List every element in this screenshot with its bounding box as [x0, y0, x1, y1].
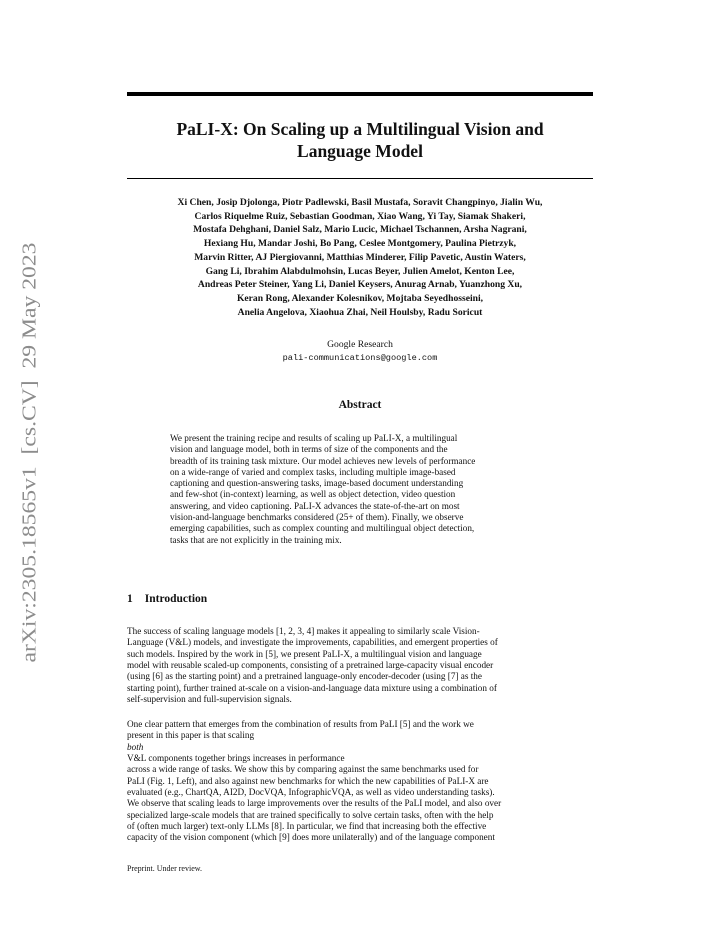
- section-heading-introduction: [127, 593, 207, 605]
- author-line: Carlos Riquelme Ruiz, Sebastian Goodman, Xiao Wang, Yi Tay, Siamak Shakeri,: [194, 210, 526, 222]
- title-top-rule: [127, 92, 593, 96]
- title-line: Language Model: [297, 141, 423, 161]
- paragraph-line: One clear pattern that emerges from the combination of results from PaLI [5] and the work we: [127, 719, 474, 729]
- preprint-footer: Preprint. Under review.: [127, 864, 203, 873]
- arxiv-identifier-stamp: [16, 240, 46, 665]
- author-line: Xi Chen, Josip Djolonga, Piotr Padlewski, Basil Mustafa, Soravit Changpinyo, Jialin Wu,: [177, 197, 543, 208]
- contact-email[interactable]: pali-communications@google.com: [282, 353, 438, 363]
- author-line: Mostafa Dehghani, Daniel Salz, Mario Lucic, Michael Tschannen, Arsha Nagrani,: [193, 224, 527, 236]
- title-line: PaLI-X: On Scaling up a Multilingual Vision and: [176, 119, 544, 139]
- paragraph-text: present in this paper is that scaling: [127, 730, 255, 741]
- author-line: Keran Rong, Alexander Kolesnikov, Mojtaba Seyedhosseini,: [236, 292, 484, 304]
- title-bottom-rule: [127, 178, 593, 179]
- section-number: 1: [127, 593, 133, 605]
- affiliation: Google Research: [327, 339, 393, 350]
- abstract-line: vision-and-language benchmarks considered (25+ of them). Finally, we observe: [170, 512, 464, 523]
- paragraph-line: evaluated (e.g., ChartQA, AI2D, DocVQA, InfographicVQA, as well as video understanding tasks).: [127, 787, 495, 798]
- paragraph-line: [127, 730, 595, 764]
- paragraph-line: (using [6] as the starting point) and a pretrained language-only encoder-decoder (using [7] as the: [127, 671, 482, 682]
- paragraph-line: PaLI (Fig. 1, Left), and also against new benchmarks for which the new capabilities of PaLI-X are: [127, 775, 489, 786]
- abstract-heading: Abstract: [338, 399, 382, 411]
- paragraph-line: self-supervision and full-supervision signals.: [127, 694, 292, 705]
- paper-title: [127, 118, 593, 162]
- author-line: Gang Li, Ibrahim Alabdulmohsin, Lucas Beyer, Julien Amelot, Kenton Lee,: [205, 265, 515, 277]
- paragraph-text: V&L components together brings increases in performance: [127, 753, 345, 764]
- section-title: Introduction: [144, 593, 208, 605]
- author-line: Anelia Angelova, Xiaohua Zhai, Neil Houlsby, Radu Soricut: [237, 306, 483, 318]
- abstract-body: [170, 433, 552, 546]
- author-line: Marvin Ritter, AJ Piergiovanni, Matthias Minderer, Filip Pavetic, Austin Waters,: [194, 251, 526, 263]
- abstract-line: emerging capabilities, such as complex counting and multilingual object detection,: [170, 523, 475, 534]
- paragraph-line: model with reusable scaled-up components, consisting of a pretrained large-capacity visual encoder: [127, 660, 494, 671]
- paragraph-line: The success of scaling language models [1, 2, 3, 4] makes it appealing to similarly scale Vision-: [127, 626, 480, 636]
- abstract-line: breadth of its training task mixture. Our model achieves new levels of performance: [170, 455, 476, 466]
- author-list: [127, 196, 593, 319]
- intro-paragraph-2: [127, 719, 595, 844]
- abstract-line: tasks that are not explicitly in the training mix.: [170, 534, 342, 545]
- paragraph-line: specialized large-scale models that are trained specifically to solve certain tasks, often with the help: [127, 809, 494, 820]
- paragraph-line: across a wide range of tasks. We show this by comparing against the same benchmarks used for: [127, 764, 479, 775]
- paragraph-line: capacity of the vision component (which [9] does more unilaterally) and of the language component: [127, 832, 495, 843]
- abstract-line: We present the training recipe and results of scaling up PaLI-X, a multilingual: [170, 433, 458, 443]
- paragraph-line: We observe that scaling leads to large improvements over the results of the PaLI model, and also over: [127, 798, 502, 809]
- intro-paragraph-1: [127, 626, 595, 705]
- paragraph-line: Language (V&L) models, and investigate the improvements, capabilities, and emergent properties of: [127, 637, 498, 648]
- arxiv-identifier-text: arXiv:2305.18565v1 [cs.CV] 29 May 2023: [18, 298, 41, 663]
- abstract-line: answering, and video captioning. PaLI-X advances the state-of-the-art on most: [170, 500, 460, 511]
- emphasis-text: both: [127, 741, 144, 752]
- paragraph-line: starting point), further trained at-scale on a vision-and-language data mixture using a combination of: [127, 682, 497, 693]
- abstract-line: on a wide-range of varied and complex tasks, including multiple image-based: [170, 466, 456, 477]
- paragraph-line: such models. Inspired by the work in [5], we present PaLI-X, a multilingual vision and language: [127, 648, 482, 659]
- paragraph-line: of (often much larger) text-only LLMs [8]. In particular, we find that increasing both the effective: [127, 821, 487, 832]
- author-line: Hexiang Hu, Mandar Joshi, Bo Pang, Ceslee Montgomery, Paulina Pietrzyk,: [203, 238, 517, 250]
- author-line: Andreas Peter Steiner, Yang Li, Daniel Keysers, Anurag Arnab, Yuanzhong Xu,: [197, 279, 523, 291]
- abstract-line: and few-shot (in-context) learning, as well as object detection, video question: [170, 489, 456, 500]
- abstract-line: captioning and question-answering tasks, image-based document understanding: [170, 478, 464, 489]
- abstract-line: vision and language model, both in terms of size of the components and the: [170, 444, 448, 455]
